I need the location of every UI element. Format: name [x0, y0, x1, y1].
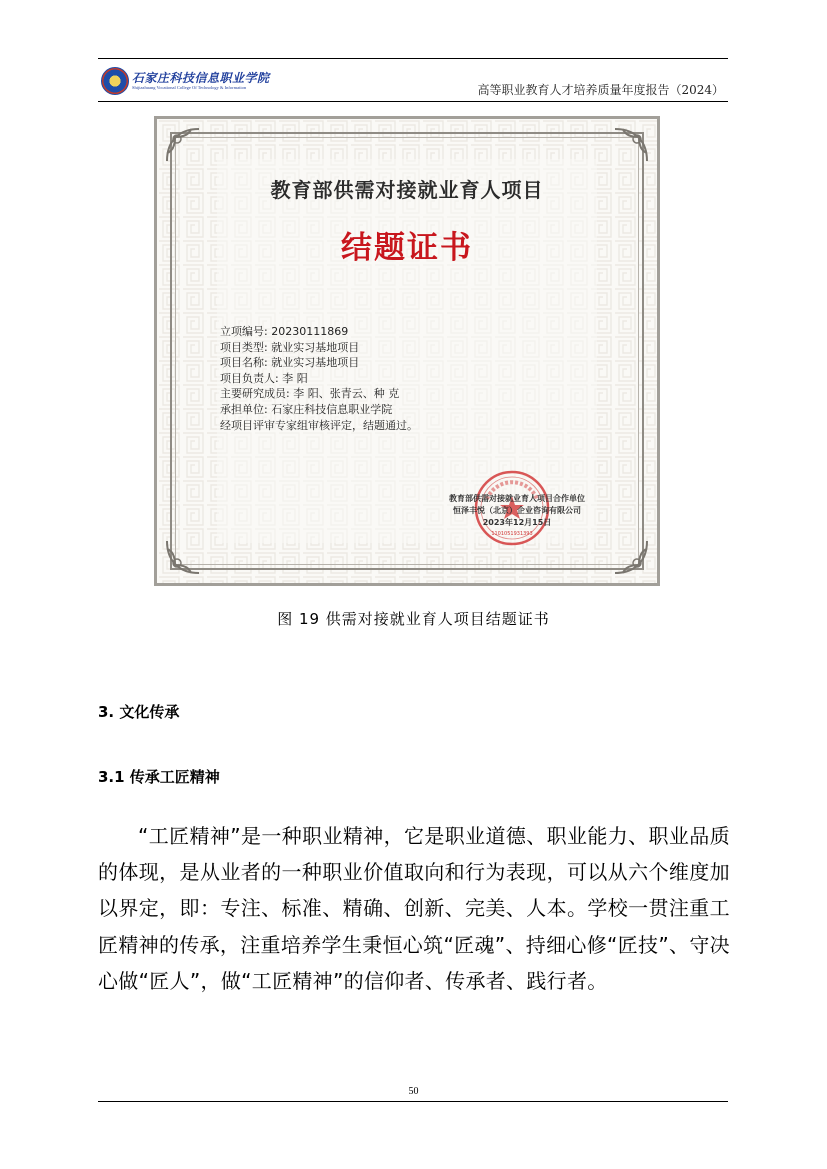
certificate-image [154, 116, 660, 586]
college-name-en: Shijiazhuang Vocational College Of Technology & Information [132, 84, 247, 90]
corner-ornament-icon [611, 125, 651, 165]
college-logo [101, 68, 270, 94]
certificate-detail-line: 主要研究成员: 李 阳、张青云、种 克 [220, 387, 400, 401]
body-paragraph: “工匠精神”是一种职业精神，它是职业道德、职业能力、职业品质的体现，是从业者的一种职业价值取向和行为表现，可以从六个维度加以界定，即：专注、标准、精确、创新、完美、人本。学校一贯注重工匠精神的传承，注重培养学生秉恒心筑“匠魂”、持细心修“匠技”、守决心做“匠人”，做“工匠精神”的信仰者、传承者、践行者。 [98, 824, 730, 993]
certificate-detail-line: 立项编号: 20230111869 [220, 325, 349, 338]
certificate-detail-line: 项目负责人: 李 阳 [220, 371, 308, 385]
report-title: 高等职业教育人才培养质量年度报告（2024） [477, 83, 724, 97]
seal-number: 1101051931393 [491, 531, 533, 537]
figure-caption: 图 19 供需对接就业育人项目结题证书 [277, 610, 550, 628]
section-heading: 3. 文化传承 [98, 703, 180, 721]
certificate-detail-line: 经项目评审专家组审核评定，结题通过。 [220, 418, 418, 432]
page-footer-rule [98, 1101, 728, 1102]
college-emblem-icon [101, 67, 129, 95]
certificate-detail-line: 项目类型: 就业实习基地项目 [220, 340, 360, 354]
issuer-company: 恒泽丰悦（北京）企业咨询有限公司 [453, 506, 581, 515]
certificate-heading: 教育部供需对接就业育人项目 [270, 178, 544, 202]
certificate-detail-line: 项目名称: 就业实习基地项目 [220, 356, 360, 370]
corner-ornament-icon [163, 125, 203, 165]
corner-ornament-icon [611, 537, 651, 577]
page-header [98, 58, 728, 102]
certificate-issuer [407, 493, 627, 529]
page-number: 50 [408, 1086, 419, 1097]
corner-ornament-icon [163, 537, 203, 577]
certificate-details [220, 324, 418, 433]
college-name: 石家庄科技信息职业学院 [132, 70, 270, 85]
certificate-title: 结题证书 [341, 230, 473, 266]
issue-date: 2023年12月15日 [482, 518, 552, 527]
certificate-detail-line: 承担单位: 石家庄科技信息职业学院 [220, 402, 393, 416]
issuer-line: 教育部供需对接就业育人项目合作单位 [449, 494, 585, 503]
subsection-heading: 3.1 传承工匠精神 [98, 768, 220, 786]
